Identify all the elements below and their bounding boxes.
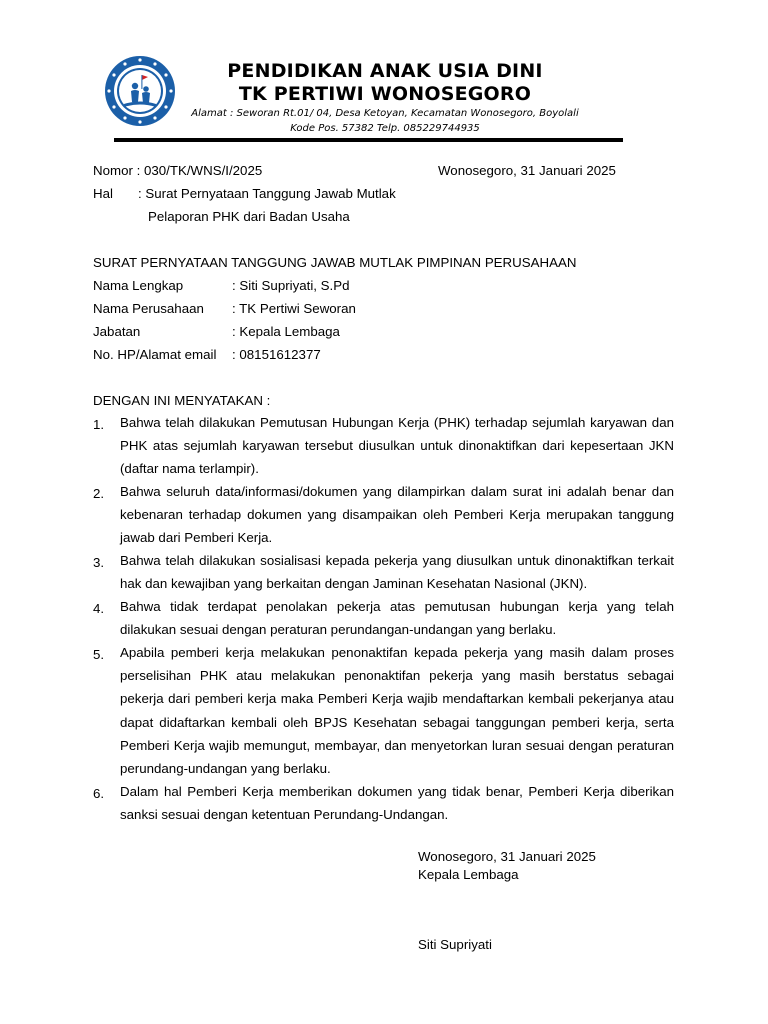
identity-value-company: : TK Pertiwi Seworan — [232, 301, 356, 316]
letterhead-address: Alamat : Seworan Rt.01/ 04, Desa Ketoyan, Kecamatan Wonosegoro, Boyolali — [191, 108, 579, 119]
identity-label-position: Jabatan — [93, 324, 141, 339]
point-text: Bahwa tidak terdapat penolakan pekerja atas pemutusan hubungan kerja yang telah dilakukan sesuai dengan peraturan perundangan-undangan yang berlaku. — [120, 599, 674, 638]
identity-value-position: : Kepala Lembaga — [232, 324, 340, 339]
point-number: 6. — [93, 786, 105, 801]
identity-value-name: : Siti Supriyati, S.Pd — [232, 278, 350, 293]
identity-label-company: Nama Perusahaan — [93, 301, 204, 316]
letterhead-postal-phone: Kode Pos. 57382 Telp. 085229744935 — [290, 123, 480, 134]
declaration-heading: DENGAN INI MENYATAKAN : — [93, 393, 271, 408]
letterhead-school-name: TK PERTIWI WONOSEGORO — [238, 83, 532, 105]
point-number: 5. — [93, 647, 105, 662]
point-number: 2. — [93, 486, 105, 501]
letter-number: Nomor : 030/TK/WNS/I/2025 — [93, 163, 263, 178]
statement-title: SURAT PERNYATAAN TANGGUNG JAWAB MUTLAK PIMPINAN PERUSAHAAN — [93, 255, 577, 270]
subject-line-2: Pelaporan PHK dari Badan Usaha — [148, 209, 350, 224]
point-number: 4. — [93, 601, 105, 616]
letterhead-title: PENDIDIKAN ANAK USIA DINI — [227, 60, 543, 82]
point-number: 1. — [93, 417, 105, 432]
identity-label-contact: No. HP/Alamat email — [93, 347, 217, 362]
subject-line-1: : Surat Pernyataan Tanggung Jawab Mutlak — [138, 186, 396, 201]
point-text: Dalam hal Pemberi Kerja memberikan dokumen yang tidak benar, Pemberi Kerja diberikan sanksi sesuai dengan ketentuan Perundang-Undangan. — [120, 784, 674, 823]
signature-position: Kepala Lembaga — [418, 867, 519, 882]
point-text: Bahwa telah dilakukan sosialisasi kepada pekerja yang diusulkan untuk dinonaktifkan terkait hak dan kewajiban yang berkaitan dengan Jaminan Kesehatan Nasional (JKN). — [120, 553, 674, 592]
subject-label: Hal — [93, 186, 113, 201]
point-number: 3. — [93, 555, 105, 570]
point-text: Bahwa seluruh data/informasi/dokumen yang dilampirkan dalam surat ini adalah benar dan kebenaran terhadap dokumen yang disampaikan oleh Pemberi Kerja merupakan tanggung jawab dari Pemberi Kerja. — [120, 484, 674, 546]
letterhead-divider — [114, 138, 623, 142]
identity-value-contact: : 08151612377 — [232, 347, 321, 362]
letter-place-date: Wonosegoro, 31 Januari 2025 — [438, 163, 616, 178]
point-text: Apabila pemberi kerja melakukan penonaktifan kepada pekerja yang masih dalam proses perselisihan PHK atau melakukan penonaktifan pekerja yang masih berstatus sebagai pekerja dari pemberi kerja maka Pemberi Kerja wajib mendaftarkan kembali pekerjanya atau dapat didaftarkan kembali oleh BPJS Kesehatan sebagai tanggungan pemberi kerja, serta Pemberi Kerja wajib memungut, membayar, dan menyetorkan luran sesuai dengan peraturan perundang-undangan yang berlaku. — [120, 645, 674, 777]
signature-place-date: Wonosegoro, 31 Januari 2025 — [418, 849, 596, 864]
identity-label-name: Nama Lengkap — [93, 278, 184, 293]
point-text: Bahwa telah dilakukan Pemutusan Hubungan Kerja (PHK) terhadap sejumlah karyawan dan PHK atas sejumlah karyawan tersebut diusulkan untuk dinonaktifkan dari kepesertaan JKN (daftar nama terlampir). — [120, 415, 674, 477]
signature-name: Siti Supriyati — [418, 937, 492, 952]
